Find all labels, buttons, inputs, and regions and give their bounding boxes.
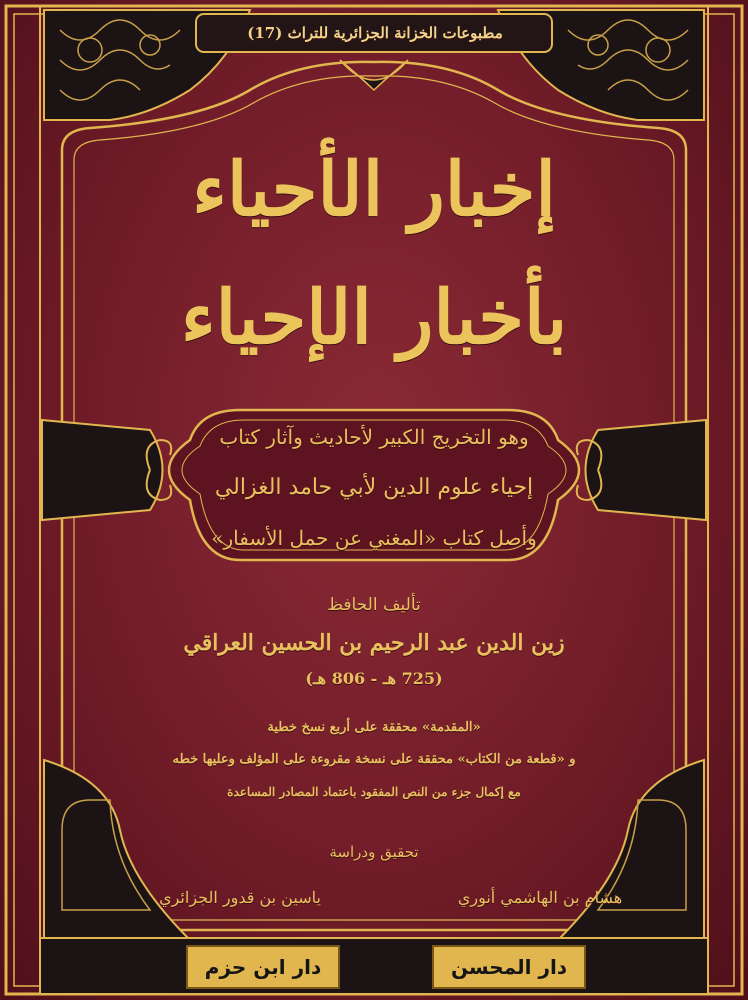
description-line-3: وأصل كتاب «المغني عن حمل الأسفار» — [211, 526, 537, 550]
title-line-2: بأخبار الإحياء — [180, 275, 568, 361]
author-dates: (725 هـ - 806 هـ) — [305, 669, 443, 688]
publisher-logo-al-muhsin: دار المحسن — [432, 945, 586, 989]
description-line-2: إحياء علوم الدين لأبي حامد الغزالي — [214, 475, 534, 500]
note-line-3: مع إكمال جزء من النص المفقود باعتماد المصادر المساعدة — [227, 785, 521, 799]
editor-name-1: هشام بن الهاشمي أنوري — [457, 888, 623, 907]
title-line-1: إخبار الأحياء — [192, 147, 556, 233]
author-name: زين الدين عبد الرحيم بن الحسين العراقي — [183, 630, 565, 656]
editor-name-2: ياسين بن قدور الجزائري — [159, 888, 321, 907]
note-line-2: و «قطعة من الكتاب» محققة على نسخة مقروءة على المؤلف وعليها خطه — [172, 752, 576, 767]
series-label: مطبوعات الخزانة الجزائرية للتراث (17) — [247, 24, 503, 42]
description-line-1: وهو التخريج الكبير لأحاديث وآثار كتاب — [219, 425, 529, 449]
editors-label: تحقيق ودراسة — [329, 843, 419, 861]
publisher-logo-ibn-hazm: دار ابن حزم — [186, 945, 340, 989]
author-label: تأليف الحافظ — [327, 595, 421, 615]
note-line-1: «المقدمة» محققة على أربع نسخ خطية — [267, 720, 481, 735]
